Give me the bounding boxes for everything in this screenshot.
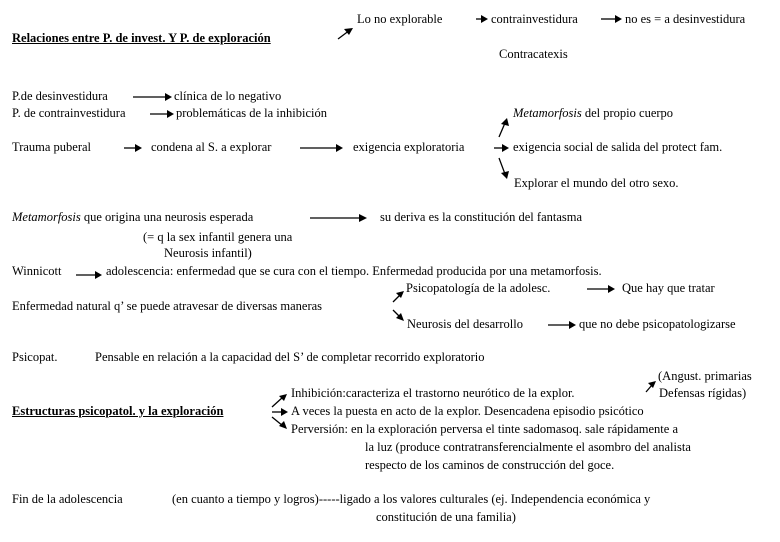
perversion-line-2: la luz (produce contratransferencialmente el asombro del analista [365, 440, 691, 454]
metamorfosis-word: Metamorfosis [513, 106, 582, 120]
defensas-text: Defensas rígidas) [659, 386, 747, 400]
explorar-mundo-text: Explorar el mundo del otro sexo. [514, 176, 679, 190]
no-psicopatologizar-text: que no debe psicopatologizarse [579, 317, 736, 331]
arrow-exigencia-down [499, 158, 509, 179]
fin-text-line-2: constitución de una familia) [376, 510, 516, 524]
neurosis-desarrollo-text: Neurosis del desarrollo [407, 317, 523, 331]
arrow-enfermedad-up [393, 291, 404, 302]
arrow-desinvestidura [133, 93, 172, 101]
psicopat-text: Pensable en relación a la capacidad del S’ de completar recorrido exploratorio [95, 350, 485, 364]
section-title-estructuras: Estructuras psicopatol. y la exploración [12, 404, 224, 418]
arrow-metamorfosis-to-deriva [310, 214, 367, 222]
origina-text: que origina una neurosis esperada [83, 210, 254, 224]
arrow-exigencia-up [499, 118, 509, 137]
arrow-winnicott [76, 271, 102, 279]
arrow-condena-to-exigencia [300, 144, 343, 152]
hay-que-tratar-text: Que hay que tratar [622, 281, 715, 295]
exigencia-exploratoria-text: exigencia exploratoria [353, 140, 465, 154]
a-veces-text: A veces la puesta en acto de la explor. Desencadena episodio psicótico [291, 404, 644, 418]
arrow-estructuras-up [272, 394, 287, 407]
psicopatologia-text: Psicopatología de la adolesc. [406, 281, 551, 295]
contrainvestidura-definition: problemáticas de la inhibición [176, 106, 327, 120]
fin-adolescencia-label: Fin de la adolescencia [12, 492, 123, 506]
no-es-desinvestidura-text: no es = a desinvestidura [625, 12, 746, 26]
metamorfosis-rest: del propio cuerpo [584, 106, 674, 120]
section-title-relaciones: Relaciones entre P. de invest. Y P. de exploración [12, 31, 271, 45]
enfermedad-natural-text: Enfermedad natural q’ se puede atravesar de diversas maneras [12, 299, 323, 313]
winnicott-text: adolescencia: enfermedad que se cura con el tiempo. Enfermedad producida por una metamorfosis. [106, 264, 602, 278]
arrow-enfermedad-down [393, 310, 404, 321]
metamorfosis-word-2: Metamorfosis [12, 210, 81, 224]
contrainvestidura-term: P. de contrainvestidura [12, 106, 126, 120]
contracatexis-text: Contracatexis [499, 47, 568, 61]
fin-text-line-1: (en cuanto a tiempo y logros)-----ligado a los valores culturales (ej. Independencia económica y [172, 492, 651, 506]
trauma-puberal-text: Trauma puberal [12, 140, 92, 154]
psicopat-label: Psicopat. [12, 350, 58, 364]
arrow-estructuras-mid [272, 408, 288, 416]
desinvestidura-definition: clínica de lo negativo [174, 89, 282, 103]
deriva-text: su deriva es la constitución del fantasma [380, 210, 583, 224]
contrainvestidura-text: contrainvestidura [491, 12, 578, 26]
arrow-title-to-no-explorable [338, 28, 353, 39]
arrow-contrainvestidura-def [150, 110, 174, 118]
arrow-estructuras-down [272, 417, 287, 429]
perversion-line-3: respecto de los caminos de construcción del goce. [365, 458, 615, 472]
arrow-neurosis-desarrollo [548, 321, 576, 329]
no-explorable-text: Lo no explorable [357, 12, 443, 26]
paren-line-1: (= q la sex infantil genera una [143, 230, 293, 244]
condena-text: condena al S. a explorar [151, 140, 272, 154]
winnicott-name: Winnicott [12, 264, 62, 278]
arrow-contrainvestidura-to-no-es [601, 15, 622, 23]
arrow-exigencia-mid [494, 144, 509, 152]
inhibicion-text: Inhibición:caracteriza el trastorno neurótico de la explor. [291, 386, 575, 400]
paren-line-2: Neurosis infantil) [164, 246, 252, 260]
arrow-trauma-to-condena [124, 144, 142, 152]
angust-text: (Angust. primarias [658, 369, 752, 383]
desinvestidura-term: P.de desinvestidura [12, 89, 108, 103]
exigencia-social-text: exigencia social de salida del protect fam. [513, 140, 723, 154]
arrow-no-explorable-to-contrainvestidura [476, 15, 488, 23]
arrow-psicopatologia-to-tratar [587, 285, 615, 293]
arrow-inhibicion-to-angust [646, 381, 656, 392]
perversion-line-1: Perversión: en la exploración perversa el tinte sadomasoq. sale rápidamente a [291, 422, 679, 436]
